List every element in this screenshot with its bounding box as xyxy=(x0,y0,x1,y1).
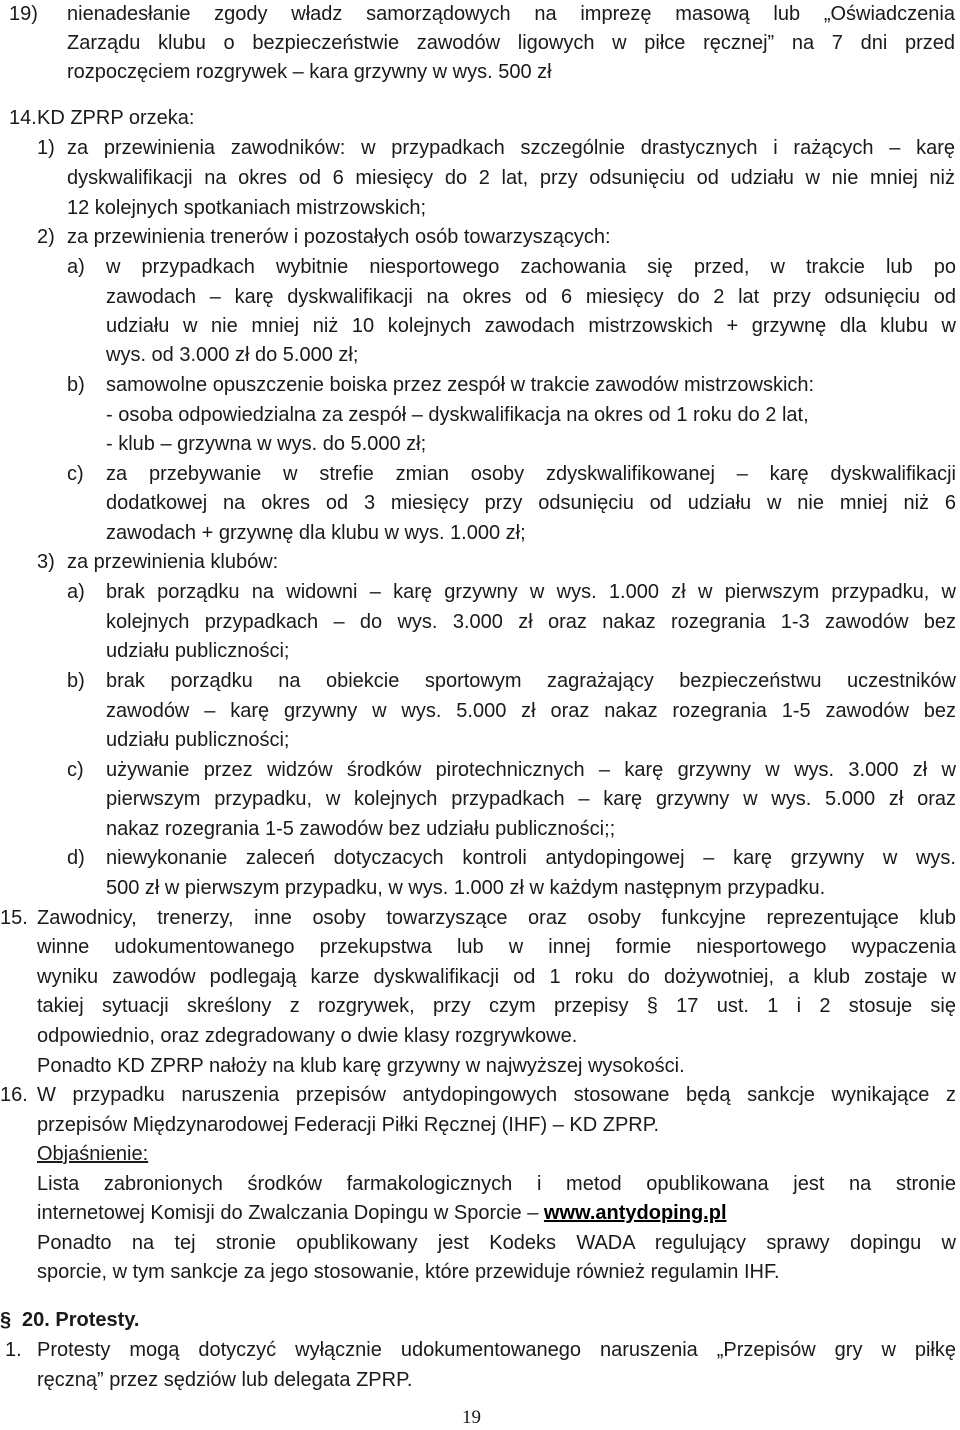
text-line: takiej sytuacji skreślony z rozgrywek, przy czym przepisy § 17 ust. 1 i 2 stosuje się xyxy=(37,995,956,1017)
sub-item-letter: d) xyxy=(67,847,85,869)
item-number: 1) xyxy=(37,137,55,159)
sub-item-letter: b) xyxy=(67,374,85,396)
text-line: Zawodnicy, trenerzy, inne osoby towarzyszące oraz osoby funkcyjne reprezentujące klub xyxy=(37,907,956,929)
paragraph-heading: KD ZPRP orzeka: xyxy=(37,107,195,129)
text-line xyxy=(37,1199,727,1227)
paragraph-number: 16. xyxy=(0,1084,28,1106)
section-sign: § xyxy=(0,1309,12,1331)
text-line: dodatkowej na okres od 3 miesięcy przy odsunięciu od udziału w nie mniej niż 6 xyxy=(106,492,956,514)
text-line: przepisów Międzynarodowej Federacji Piłki Ręcznej (IHF) – KD ZPRP. xyxy=(37,1114,660,1136)
text-line: rozpoczęciem rozgrywek – kara grzywny w wys. 500 zł xyxy=(67,61,552,83)
paragraph-number: 14. xyxy=(9,107,37,129)
text-line: zawodów – karę grzywny w wys. 5.000 zł oraz nakaz rozegrania 1-5 zawodów bez xyxy=(106,700,956,722)
explanation-label: Objaśnienie: xyxy=(37,1143,149,1165)
sub-item-letter: c) xyxy=(67,463,84,485)
text-line: ręczną” przez sędziów lub delegata ZPRP. xyxy=(37,1369,413,1391)
text-line: zawodach + grzywnę dla klubu w wys. 1.000 zł; xyxy=(106,522,526,544)
text-line: brak porządku na widowni – karę grzywny w wys. 1.000 zł w pierwszym przypadku, w xyxy=(106,581,956,603)
antydoping-link[interactable]: www.antydoping.pl xyxy=(543,1202,727,1224)
text-line: Ponadto na tej stronie opublikowany jest Kodeks WADA regulujący sprawy dopingu w xyxy=(37,1232,956,1254)
text-line: używanie przez widzów środków pirotechnicznych – karę grzywny w wys. 3.000 zł w xyxy=(106,759,956,781)
text-line: w przypadkach wybitnie niesportowego zachowania się przed, w trakcie lub po xyxy=(106,256,956,278)
sub-item-letter: a) xyxy=(67,581,85,603)
text-line: 500 zł w pierwszym przypadku, w wys. 1.000 zł w każdym następnym przypadku. xyxy=(106,877,826,899)
item-heading: za przewinienia trenerów i pozostałych osób towarzyszących: xyxy=(67,226,611,248)
sub-item-heading: samowolne opuszczenie boiska przez zespół w trakcie zawodów mistrzowskich: xyxy=(106,374,815,396)
text-line: Protesty mogą dotyczyć wyłącznie udokumentowanego naruszenia „Przepisów gry w piłkę xyxy=(37,1339,956,1361)
text-line: Ponadto KD ZPRP nałoży na klub karę grzywny w najwyższej wysokości. xyxy=(37,1055,685,1077)
sub-item-letter: c) xyxy=(67,759,84,781)
dash-line: - klub – grzywna w wys. do 5.000 zł; xyxy=(106,433,427,455)
paragraph-number: 1. xyxy=(5,1339,22,1361)
text-line: za przebywanie w strefie zmian osoby zdyskwalifikowanej – karę dyskwalifikacji xyxy=(106,463,956,485)
text-line: kolejnych przypadkach – do wys. 3.000 zł oraz nakaz rozegrania 1-3 zawodów bez xyxy=(106,611,956,633)
text-line: za przewinienia zawodników: w przypadkach szczególnie drastycznych i rażących – karę xyxy=(67,137,955,159)
text-line: nienadesłanie zgody władz samorządowych na imprezę masową lub „Oświadczenia xyxy=(67,3,955,25)
text-line: udziału publiczności; xyxy=(106,640,290,662)
text-line: Lista zabronionych środków farmakologicznych i metod opublikowana jest na stronie xyxy=(37,1173,956,1195)
text-line: pierwszym przypadku, w kolejnych przypadkach – karę grzywny w wys. 5.000 zł oraz xyxy=(106,788,956,810)
sub-item-letter: b) xyxy=(67,670,85,692)
dash-line: - osoba odpowiedzialna za zespół – dyskwalifikacja na okres od 1 roku do 2 lat, xyxy=(106,404,809,426)
text-line: nakaz rozegrania 1-5 zawodów bez udziału publiczności;; xyxy=(106,818,616,840)
text-line: brak porządku na obiekcie sportowym zagrażający bezpieczeństwu uczestników xyxy=(106,670,956,692)
text-line: odpowiednio, oraz zdegradowany o dwie klasy rozgrywkowe. xyxy=(37,1025,578,1047)
item-heading: za przewinienia klubów: xyxy=(67,551,279,573)
page-number: 19 xyxy=(462,1407,481,1428)
text-line: zawodach – karę dyskwalifikacji na okres od 6 miesięcy do 2 lat przy odsunięciu od xyxy=(106,286,956,308)
text-line: 12 kolejnych spotkaniach mistrzowskich; xyxy=(67,197,427,219)
text-line: dyskwalifikacji na okres od 6 miesięcy do 2 lat, przy odsunięciu od udziału w nie mniej niż xyxy=(67,167,955,189)
item-number: 2) xyxy=(37,226,55,248)
section-title: 20. Protesty. xyxy=(22,1309,140,1331)
text-span: internetowej Komisji do Zwalczania Dopingu w Sporcie – xyxy=(37,1202,544,1224)
text-line: udziału publiczności; xyxy=(106,729,290,751)
text-line: sporcie, w tym sankcje za jego stosowanie, które przewiduje również regulamin IHF. xyxy=(37,1261,780,1283)
item-number: 19) xyxy=(9,3,38,25)
item-number: 3) xyxy=(37,551,55,573)
text-line: wys. od 3.000 zł do 5.000 zł; xyxy=(106,344,359,366)
sub-item-letter: a) xyxy=(67,256,85,278)
text-line: wyniku zawodów podlegają karze dyskwalifikacji od 1 roku do dożywotniej, a klub zostaje w xyxy=(37,966,956,988)
text-line: Zarządu klubu o bezpieczeństwie zawodów ligowych w piłce ręcznej” na 7 dni przed xyxy=(67,32,955,54)
text-line: W przypadku naruszenia przepisów antydopingowych stosowane będą sankcje wynikające z xyxy=(37,1084,956,1106)
text-line: winne udokumentowanego przekupstwa lub w innej formie niesportowego wypaczenia xyxy=(37,936,956,958)
text-line: niewykonanie zaleceń dotyczacych kontroli antydopingowej – karę grzywny w wys. xyxy=(106,847,956,869)
paragraph-number: 15. xyxy=(0,907,28,929)
text-line: udziału w nie mniej niż 10 kolejnych zawodach mistrzowskich + grzywnę dla klubu w xyxy=(106,315,956,337)
